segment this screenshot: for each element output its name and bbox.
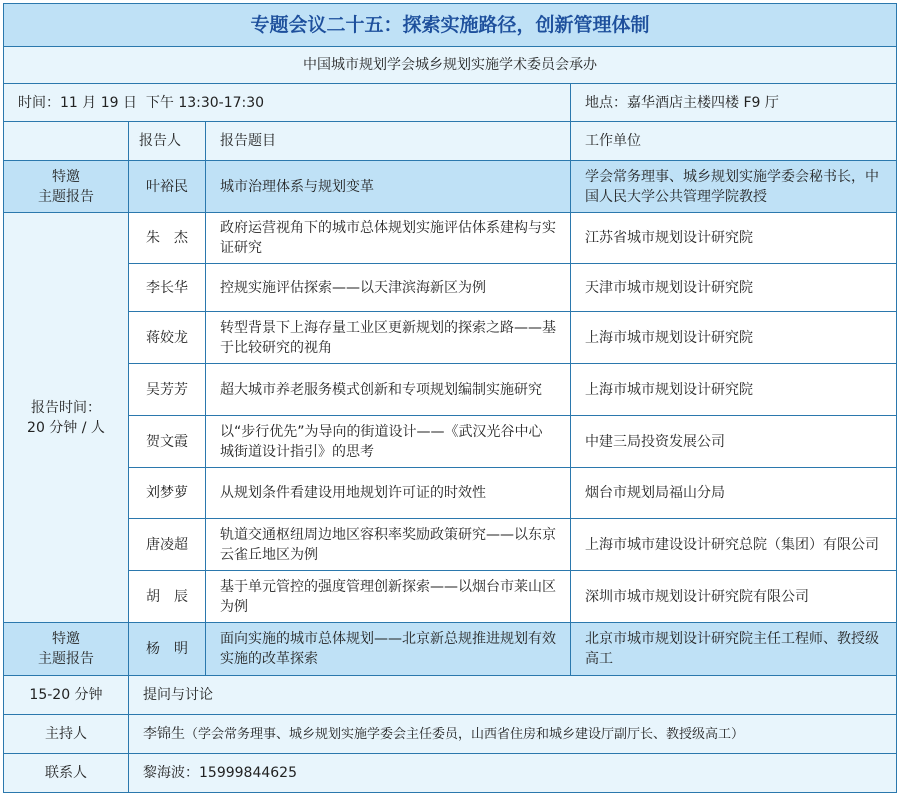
speaker-cell: 贺文霞 — [129, 416, 206, 468]
section-label-line: 报告时间： — [31, 399, 101, 416]
table-row — [4, 161, 897, 213]
title-row — [4, 4, 897, 47]
table-row — [4, 213, 897, 264]
table-row — [4, 623, 897, 676]
header-speaker: 报告人 — [129, 122, 206, 161]
section-label-line: 主题报告 — [38, 651, 94, 667]
header-affiliation: 工作单位 — [571, 122, 897, 161]
discussion-row — [4, 676, 897, 715]
header-topic: 报告题目 — [206, 122, 571, 161]
host-row — [4, 715, 897, 754]
speaker-cell: 蒋姣龙 — [129, 312, 206, 364]
speaker-cell: 胡 辰 — [129, 571, 206, 623]
table-row — [4, 468, 897, 519]
time-place-row — [4, 84, 897, 122]
table-row — [4, 519, 897, 571]
page-title: 专题会议二十五：探索实施路径，创新管理体制 — [4, 4, 897, 47]
header-empty — [4, 122, 129, 161]
affiliation-cell: 上海市城市建设设计研究总院（集团）有限公司 — [571, 519, 897, 571]
speaker-cell: 刘梦萝 — [129, 468, 206, 519]
speaker-cell: 李长华 — [129, 264, 206, 312]
affiliation-cell: 中建三局投资发展公司 — [571, 416, 897, 468]
table-row — [4, 312, 897, 364]
time-text: 时间：11 月 19 日 下午 13:30-17:30 — [4, 84, 571, 122]
header-row — [4, 122, 897, 161]
contact-row — [4, 754, 897, 793]
table-row — [4, 364, 897, 416]
affiliation-cell: 上海市城市规划设计研究院 — [571, 364, 897, 416]
topic-cell: 政府运营视角下的城市总体规划实施评估体系建构与实证研究 — [206, 213, 571, 264]
affiliation-cell: 深圳市城市规划设计研究院有限公司 — [571, 571, 897, 623]
speaker-cell: 朱 杰 — [129, 213, 206, 264]
contact-label: 联系人 — [4, 754, 129, 793]
place-text: 地点：嘉华酒店主楼四楼 F9 厅 — [571, 84, 897, 122]
topic-cell: 控规实施评估探索——以天津滨海新区为例 — [206, 264, 571, 312]
program-table-wrapper — [3, 3, 896, 801]
topic-cell: 从规划条件看建设用地规划许可证的时效性 — [206, 468, 571, 519]
affiliation-cell: 江苏省城市规划设计研究院 — [571, 213, 897, 264]
speaker-cell: 吴芳芳 — [129, 364, 206, 416]
organizer-text: 中国城市规划学会城乡规划实施学术委员会承办 — [4, 47, 897, 84]
program-table — [3, 3, 897, 793]
table-row — [4, 264, 897, 312]
speaker-cell: 杨 明 — [129, 623, 206, 676]
affiliation-cell: 天津市城市规划设计研究院 — [571, 264, 897, 312]
host-name: 李锦生 — [143, 725, 185, 742]
organizer-row — [4, 47, 897, 84]
speaker-cell: 唐凌超 — [129, 519, 206, 571]
section-label-line: 特邀 — [52, 631, 80, 647]
section-label-regular — [4, 213, 129, 623]
section-label-line: 特邀 — [52, 168, 80, 185]
affiliation-cell: 北京市城市规划设计研究院主任工程师、教授级高工 — [571, 623, 897, 676]
section-label-line: 主题报告 — [38, 188, 94, 205]
discussion-label: 15-20 分钟 — [4, 676, 129, 715]
host-label: 主持人 — [4, 715, 129, 754]
affiliation-cell: 上海市城市规划设计研究院 — [571, 312, 897, 364]
section-label-special-1 — [4, 161, 129, 213]
host-detail: （学会常务理事、城乡规划实施学委会主任委员，山西省住房和城乡建设厅副厅长、教授级高工） — [185, 726, 745, 742]
section-label-special-2 — [4, 623, 129, 676]
speaker-cell: 叶裕民 — [129, 161, 206, 213]
affiliation-cell: 烟台市规划局福山分局 — [571, 468, 897, 519]
topic-cell: 轨道交通枢纽周边地区容积率奖励政策研究——以东京云雀丘地区为例 — [206, 519, 571, 571]
topic-cell: 面向实施的城市总体规划——北京新总规推进规划有效实施的改革探索 — [206, 623, 571, 676]
topic-cell: 超大城市养老服务模式创新和专项规划编制实施研究 — [206, 364, 571, 416]
section-label-line: 20 分钟 / 人 — [27, 419, 105, 436]
discussion-value: 提问与讨论 — [129, 676, 897, 715]
topic-cell: 城市治理体系与规划变革 — [206, 161, 571, 213]
host-value — [129, 715, 897, 754]
topic-cell: 以“步行优先”为导向的街道设计——《武汉光谷中心城街道设计指引》的思考 — [206, 416, 571, 468]
table-row — [4, 416, 897, 468]
topic-cell: 转型背景下上海存量工业区更新规划的探索之路——基于比较研究的视角 — [206, 312, 571, 364]
topic-cell: 基于单元管控的强度管理创新探索——以烟台市莱山区为例 — [206, 571, 571, 623]
affiliation-cell: 学会常务理事、城乡规划实施学委会秘书长，中国人民大学公共管理学院教授 — [571, 161, 897, 213]
contact-value: 黎海波：15999844625 — [129, 754, 897, 793]
table-row — [4, 571, 897, 623]
